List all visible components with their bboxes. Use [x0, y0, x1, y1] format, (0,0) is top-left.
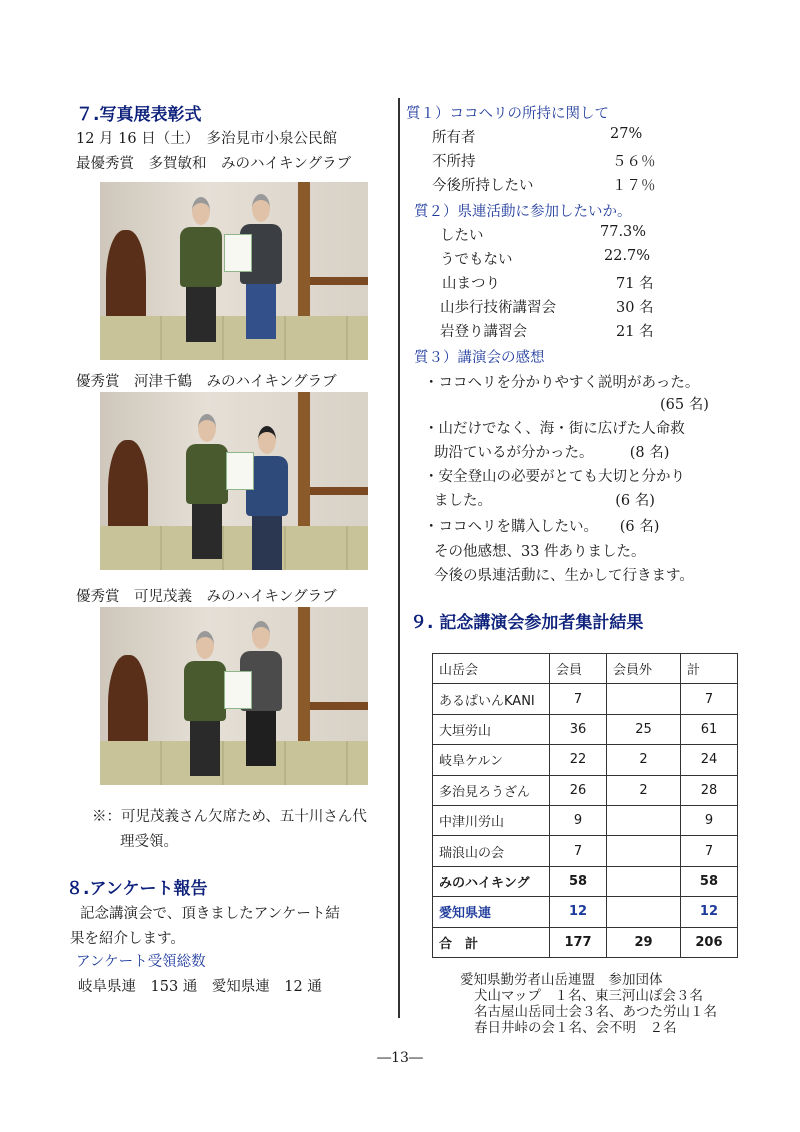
section9-title: ９. 記念講演会参加者集計結果	[410, 613, 644, 633]
table-cell: 58	[680, 866, 737, 896]
table-header: 計	[680, 654, 737, 684]
section7-title: ７.写真展表彰式	[76, 105, 202, 125]
q2-value-1: 22.7%	[604, 248, 651, 264]
q1-value-0: 27%	[610, 126, 643, 142]
survey-count-subtitle: アンケート受領総数	[76, 954, 206, 970]
q2-value-2: 71 名	[616, 276, 654, 292]
survey-intro-line1: 記念講演会で、頂きましたアンケート結	[80, 906, 340, 922]
q2-label-3: 山歩行技術講習会	[440, 300, 556, 316]
q2-label-2: 山まつり	[442, 276, 500, 292]
table-cell: 26	[550, 775, 607, 805]
table-cell: 7	[680, 836, 737, 866]
table-row	[433, 714, 738, 744]
survey-intro-line2: 果を紹介します。	[70, 931, 185, 947]
q2-value-0: 77.3%	[600, 224, 647, 240]
table-cell: 61	[680, 714, 737, 744]
table-cell: 7	[680, 684, 737, 714]
q3-line-4: ・安全登山の必要がとても大切と分かり	[424, 469, 685, 485]
participant-footnote	[460, 972, 717, 1036]
table-header-row	[433, 654, 738, 684]
table-cell	[607, 805, 681, 835]
q2-value-3: 30 名	[616, 300, 654, 316]
table-total-row	[433, 927, 738, 957]
table-cell: 7	[550, 836, 607, 866]
table-row	[433, 684, 738, 714]
page-number: ―13―	[377, 1050, 423, 1066]
table-cell: 29	[607, 927, 681, 957]
table-cell	[607, 836, 681, 866]
q3-line-7: その他感想、33 件ありました。	[434, 544, 646, 560]
award-photo-1	[100, 182, 368, 360]
table-row	[433, 745, 738, 775]
award-top-prize: 最優秀賞 多賀敏和 みのハイキングラブ	[76, 156, 352, 172]
q2-label-1: うでもない	[440, 252, 513, 268]
q3-line-2: ・山だけでなく、海・街に広げた人命救	[424, 421, 685, 437]
q3-title: 質３）講演会の感想	[414, 350, 545, 366]
section8-title: ８.アンケート報告	[66, 879, 208, 899]
q3-line-3: 助沿ているが分かった。 (8 名)	[434, 445, 670, 461]
q3-line-1: (65 名)	[660, 397, 709, 413]
q2-label-0: したい	[440, 228, 484, 244]
table-cell	[607, 897, 681, 927]
footnote-line: 名古屋山岳同士会３名、あつた労山１名	[474, 1004, 717, 1020]
table-cell-org: 多治見ろうざん	[433, 775, 550, 805]
table-cell: 24	[680, 745, 737, 775]
table-cell: 7	[550, 684, 607, 714]
table-cell: 9	[550, 805, 607, 835]
proxy-note-line1: ※：可児茂義さん欠席ため、五十川さん代	[92, 809, 367, 825]
survey-counts: 岐阜県連 153 通 愛知県連 12 通	[78, 979, 322, 995]
table-row	[433, 866, 738, 896]
table-cell: 28	[680, 775, 737, 805]
q2-value-4: 21 名	[616, 324, 654, 340]
table-row	[433, 836, 738, 866]
table-cell: 22	[550, 745, 607, 775]
q3-line-0: ・ココヘリを分かりやすく説明があった。	[424, 375, 700, 391]
q3-line-6: ・ココヘリを購入したい。 (6 名)	[424, 519, 660, 535]
table-cell	[607, 684, 681, 714]
q2-label-4: 岩登り講習会	[440, 324, 527, 340]
q1-label-0: 所有者	[432, 130, 476, 146]
table-cell: 58	[550, 866, 607, 896]
table-cell-org: 中津川労山	[433, 805, 550, 835]
table-header: 山岳会	[433, 654, 550, 684]
table-header: 会員外	[607, 654, 681, 684]
q1-value-1: ５６％	[612, 154, 656, 170]
table-row	[433, 805, 738, 835]
q1-title: 質１）ココヘリの所持に関して	[406, 106, 609, 122]
table-cell-org: 瑞浪山の会	[433, 836, 550, 866]
table-row	[433, 897, 738, 927]
q3-line-5: ました。 (6 名)	[434, 493, 655, 509]
table-cell-org: あるぱいんKANI	[433, 684, 550, 714]
table-cell: 2	[607, 745, 681, 775]
footnote-line: 犬山マップ １名、東三河山ぽ会３名	[474, 988, 703, 1004]
footnote-line: 愛知県勤労者山岳連盟 参加団体	[460, 972, 663, 988]
award-photo-3	[100, 607, 368, 785]
table-cell: 12	[550, 897, 607, 927]
table-cell-org: 岐阜ケルン	[433, 745, 550, 775]
table-cell-org: みのハイキング	[433, 866, 550, 896]
participant-table	[432, 653, 738, 958]
ceremony-date-venue: 12 月 16 日（土） 多治見市小泉公民館	[76, 131, 337, 147]
footnote-line: 春日井峠の会１名、会不明 ２名	[474, 1020, 677, 1036]
table-cell-org: 愛知県連	[433, 897, 550, 927]
q1-label-2: 今後所持したい	[432, 178, 534, 194]
table-cell: 12	[680, 897, 737, 927]
q2-title: 質２）県連活動に参加したいか。	[414, 204, 632, 220]
table-cell-org: 合 計	[433, 927, 550, 957]
table-header: 会員	[550, 654, 607, 684]
table-row	[433, 775, 738, 805]
table-cell: 206	[680, 927, 737, 957]
table-cell: 2	[607, 775, 681, 805]
q1-label-1: 不所持	[432, 154, 476, 170]
proxy-note-line2: 理受領。	[120, 834, 178, 850]
table-cell	[607, 866, 681, 896]
table-cell-org: 大垣労山	[433, 714, 550, 744]
award-excellent-1: 優秀賞 河津千鶴 みのハイキングラブ	[76, 374, 337, 390]
q3-line-8: 今後の県連活動に、生かして行きます。	[434, 568, 694, 584]
award-photo-2	[100, 392, 368, 570]
table-cell: 9	[680, 805, 737, 835]
q1-value-2: １７％	[612, 178, 656, 194]
table-cell: 36	[550, 714, 607, 744]
award-excellent-2: 優秀賞 可児茂義 みのハイキングラブ	[76, 589, 337, 605]
table-cell: 177	[550, 927, 607, 957]
column-divider	[398, 98, 400, 1018]
table-cell: 25	[607, 714, 681, 744]
